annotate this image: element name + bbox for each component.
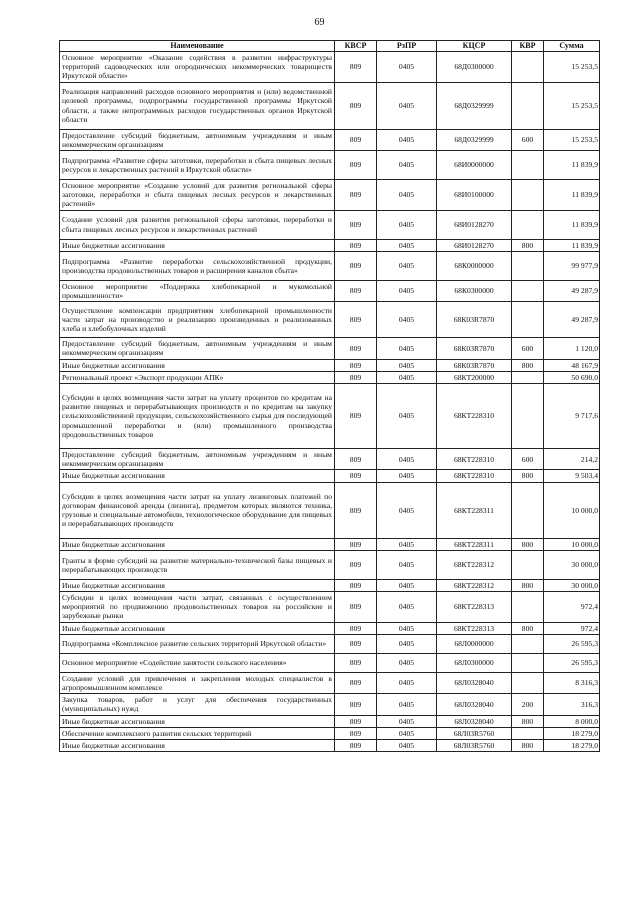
cell-kvr: 800 (512, 740, 544, 752)
cell-kvr: 600 (512, 449, 544, 470)
cell-sum: 30 000,0 (544, 579, 600, 591)
budget-table-container (59, 40, 599, 752)
cell-name: Реализация направлений расходов основного мероприятия и (или) ведомственной целевой программы, подпрограммы государственной программы Иркутской области, а также непрограммных расходов государственных органов Иркутской области (60, 82, 335, 129)
cell-kvsr: 809 (335, 180, 377, 211)
cell-name: Предоставление субсидий бюджетным, автономным учреждениям и иным некоммерческим организациям (60, 449, 335, 470)
cell-kvsr: 809 (335, 482, 377, 538)
cell-sum: 11 839,9 (544, 210, 600, 239)
cell-sum: 214,2 (544, 449, 600, 470)
cell-kcsr: 68Д0329999 (437, 129, 512, 150)
cell-sum: 15 253,5 (544, 82, 600, 129)
budget-table (59, 40, 600, 752)
cell-sum: 18 279,0 (544, 727, 600, 739)
cell-name: Подпрограмма «Комплексное развитие сельских территорий Иркутской области» (60, 634, 335, 653)
cell-sum: 18 279,0 (544, 740, 600, 752)
cell-kvsr: 809 (335, 239, 377, 251)
table-row (60, 52, 600, 83)
cell-kvr: 800 (512, 359, 544, 371)
cell-sum: 26 595,3 (544, 653, 600, 672)
cell-rzpr: 0405 (377, 280, 437, 301)
table-row (60, 239, 600, 251)
cell-kvsr: 809 (335, 622, 377, 634)
table-row (60, 579, 600, 591)
cell-sum: 30 000,0 (544, 550, 600, 579)
cell-sum: 316,3 (544, 694, 600, 715)
cell-kcsr: 68КТ228311 (437, 538, 512, 550)
cell-kvr: 600 (512, 129, 544, 150)
cell-name: Иные бюджетные ассигнования (60, 538, 335, 550)
cell-kvr (512, 592, 544, 623)
cell-kcsr: 68К03R7870 (437, 338, 512, 359)
cell-kcsr: 68К03R7870 (437, 302, 512, 338)
cell-rzpr: 0405 (377, 82, 437, 129)
cell-kvr: 800 (512, 579, 544, 591)
cell-kvsr: 809 (335, 579, 377, 591)
cell-kvr (512, 550, 544, 579)
table-row (60, 727, 600, 739)
table-row (60, 129, 600, 150)
cell-rzpr: 0405 (377, 550, 437, 579)
cell-kcsr: 68Л0300000 (437, 653, 512, 672)
header-sum: Сумма (544, 41, 600, 52)
cell-kvr: 800 (512, 239, 544, 251)
cell-kcsr: 68К0300000 (437, 280, 512, 301)
cell-kvr: 800 (512, 538, 544, 550)
cell-name: Создание условий для привлечения и закрепления молодых специалистов в агропромышленном комплексе (60, 672, 335, 693)
table-row (60, 280, 600, 301)
cell-name: Предоставление субсидий бюджетным, автономным учреждениям и иным некоммерческим организациям (60, 129, 335, 150)
page-number: 69 (314, 17, 325, 28)
cell-kvr: 200 (512, 694, 544, 715)
table-row (60, 538, 600, 550)
cell-kvr (512, 151, 544, 180)
cell-rzpr: 0405 (377, 470, 437, 482)
cell-kcsr: 68КТ228312 (437, 579, 512, 591)
cell-kvsr: 809 (335, 338, 377, 359)
cell-sum: 49 287,9 (544, 302, 600, 338)
cell-kcsr: 68Д0329999 (437, 82, 512, 129)
cell-sum: 11 839,9 (544, 151, 600, 180)
table-row (60, 302, 600, 338)
cell-rzpr: 0405 (377, 727, 437, 739)
cell-name: Субсидии в целях возмещения части затрат, связанных с осуществлением мероприятий по продвижению продовольственных товаров на российские и зарубежные рынки (60, 592, 335, 623)
cell-kcsr: 68КТ228312 (437, 550, 512, 579)
cell-kvsr: 809 (335, 302, 377, 338)
cell-kcsr: 68КТ200000 (437, 371, 512, 383)
cell-name: Субсидии в целях возмещения части затрат на уплату процентов по кредитам на развитие пищевых и перерабатывающих производств и по кредитам на закупку сельскохозяйственной продукции, сельскохозяйственного сырья для последующей промышленной переработки и (или) промышленного производства продовольственных товаров (60, 384, 335, 449)
cell-rzpr: 0405 (377, 715, 437, 727)
cell-kcsr: 68Д0300000 (437, 52, 512, 83)
cell-sum: 99 977,9 (544, 251, 600, 280)
cell-kvr (512, 251, 544, 280)
cell-kvr: 600 (512, 338, 544, 359)
cell-kvsr: 809 (335, 634, 377, 653)
cell-kvsr: 809 (335, 129, 377, 150)
cell-sum: 9 503,4 (544, 470, 600, 482)
cell-kvsr: 809 (335, 727, 377, 739)
cell-sum: 49 287,9 (544, 280, 600, 301)
cell-name: Иные бюджетные ассигнования (60, 239, 335, 251)
header-kvsr: КВСР (335, 41, 377, 52)
cell-kvsr: 809 (335, 715, 377, 727)
cell-rzpr: 0405 (377, 622, 437, 634)
cell-kcsr: 68Л0328040 (437, 672, 512, 693)
table-row (60, 151, 600, 180)
cell-kvr: 800 (512, 622, 544, 634)
table-row (60, 740, 600, 752)
cell-sum: 15 253,5 (544, 52, 600, 83)
cell-name: Осуществление компенсации предприятиям хлебопекарной промышленности части затрат на производство и реализацию произведенных и реализованных хлеба и хлебобулочных изделий (60, 302, 335, 338)
cell-name: Иные бюджетные ассигнования (60, 579, 335, 591)
cell-rzpr: 0405 (377, 653, 437, 672)
cell-rzpr: 0405 (377, 482, 437, 538)
cell-kcsr: 68К0000000 (437, 251, 512, 280)
cell-name: Региональный проект «Экспорт продукции АПК» (60, 371, 335, 383)
cell-rzpr: 0405 (377, 740, 437, 752)
cell-kvsr: 809 (335, 371, 377, 383)
cell-kvsr: 809 (335, 280, 377, 301)
cell-rzpr: 0405 (377, 592, 437, 623)
cell-name: Подпрограмма «Развитие переработки сельскохозяйственной продукции, производства продовольственных товаров и расширения каналов сбыта» (60, 251, 335, 280)
cell-kcsr: 68Л0000000 (437, 634, 512, 653)
cell-kvr (512, 727, 544, 739)
cell-kvr (512, 210, 544, 239)
cell-sum: 15 253,5 (544, 129, 600, 150)
cell-kvsr: 809 (335, 151, 377, 180)
cell-rzpr: 0405 (377, 634, 437, 653)
cell-kvr (512, 634, 544, 653)
table-row (60, 550, 600, 579)
cell-kcsr: 68КТ228313 (437, 622, 512, 634)
cell-rzpr: 0405 (377, 52, 437, 83)
cell-sum: 50 690,0 (544, 371, 600, 383)
cell-name: Иные бюджетные ассигнования (60, 715, 335, 727)
cell-kcsr: 68КТ228310 (437, 384, 512, 449)
cell-name: Иные бюджетные ассигнования (60, 470, 335, 482)
cell-rzpr: 0405 (377, 210, 437, 239)
table-row (60, 653, 600, 672)
cell-kcsr: 68Л0328040 (437, 694, 512, 715)
cell-kvsr: 809 (335, 653, 377, 672)
cell-kvr (512, 653, 544, 672)
cell-kvr (512, 180, 544, 211)
table-row (60, 251, 600, 280)
cell-rzpr: 0405 (377, 579, 437, 591)
cell-name: Иные бюджетные ассигнования (60, 740, 335, 752)
cell-name: Создание условий для развития региональной сферы заготовки, переработки и сбыта пищевых лесных ресурсов и лекарственных растений (60, 210, 335, 239)
table-row (60, 634, 600, 653)
cell-name: Подпрограмма «Развитие сферы заготовки, переработки и сбыта пищевых лесных ресурсов и лекарственных растений в Иркутской области» (60, 151, 335, 180)
cell-name: Закупка товаров, работ и услуг для обеспечения государственных (муниципальных) нужд (60, 694, 335, 715)
cell-rzpr: 0405 (377, 449, 437, 470)
cell-name: Обеспечение комплексного развития сельских территорий (60, 727, 335, 739)
cell-rzpr: 0405 (377, 538, 437, 550)
table-body (60, 52, 600, 752)
cell-kvsr: 809 (335, 52, 377, 83)
cell-kvr (512, 82, 544, 129)
cell-kcsr: 68И0128270 (437, 210, 512, 239)
cell-sum: 972,4 (544, 592, 600, 623)
cell-kvsr: 809 (335, 359, 377, 371)
cell-sum: 10 000,0 (544, 538, 600, 550)
cell-name: Субсидии в целях возмещения части затрат на уплату лизинговых платежей по договорам финансовой аренды (лизинга), предметом которых являются техника, грузовые и специальные автомобили, технологическое оборудование для пищевых и перерабатывающих производств (60, 482, 335, 538)
header-kcsr: КЦСР (437, 41, 512, 52)
table-row (60, 449, 600, 470)
cell-name: Иные бюджетные ассигнования (60, 622, 335, 634)
cell-kcsr: 68КТ228310 (437, 470, 512, 482)
table-row (60, 622, 600, 634)
cell-sum: 48 167,9 (544, 359, 600, 371)
table-row (60, 371, 600, 383)
cell-kcsr: 68Л03R5760 (437, 740, 512, 752)
cell-kvsr: 809 (335, 538, 377, 550)
cell-rzpr: 0405 (377, 151, 437, 180)
cell-sum: 1 120,0 (544, 338, 600, 359)
cell-kvr (512, 384, 544, 449)
table-row (60, 694, 600, 715)
cell-sum: 26 595,3 (544, 634, 600, 653)
cell-kcsr: 68К03R7870 (437, 359, 512, 371)
cell-kvsr: 809 (335, 210, 377, 239)
table-row (60, 180, 600, 211)
cell-kvsr: 809 (335, 740, 377, 752)
cell-kvsr: 809 (335, 470, 377, 482)
header-kvr: КВР (512, 41, 544, 52)
table-row (60, 470, 600, 482)
table-row (60, 210, 600, 239)
table-row (60, 482, 600, 538)
cell-kcsr: 68Л03R5760 (437, 727, 512, 739)
cell-kcsr: 68И0128270 (437, 239, 512, 251)
cell-rzpr: 0405 (377, 384, 437, 449)
cell-sum: 10 000,0 (544, 482, 600, 538)
cell-kvr (512, 482, 544, 538)
cell-name: Основное мероприятие «Создание условий для развития региональной сферы заготовки, переработки и сбыта пищевых лесных ресурсов и лекарственных растений» (60, 180, 335, 211)
cell-sum: 8 316,3 (544, 672, 600, 693)
cell-name: Основное мероприятие «Оказание содействия в развитии инфраструктуры территорий садоводческих или огороднических некоммерческих товариществ Иркутской области» (60, 52, 335, 83)
cell-kcsr: 68Л0328040 (437, 715, 512, 727)
cell-sum: 9 717,6 (544, 384, 600, 449)
table-header-row (60, 41, 600, 52)
table-row (60, 359, 600, 371)
cell-kcsr: 68КТ228310 (437, 449, 512, 470)
cell-name: Иные бюджетные ассигнования (60, 359, 335, 371)
cell-kvr (512, 280, 544, 301)
header-name: Наименование (60, 41, 335, 52)
cell-kvsr: 809 (335, 384, 377, 449)
cell-kvsr: 809 (335, 672, 377, 693)
cell-sum: 972,4 (544, 622, 600, 634)
cell-rzpr: 0405 (377, 129, 437, 150)
cell-kcsr: 68И0000000 (437, 151, 512, 180)
cell-kvr: 800 (512, 715, 544, 727)
cell-sum: 8 000,0 (544, 715, 600, 727)
cell-kvsr: 809 (335, 449, 377, 470)
cell-kvr (512, 672, 544, 693)
cell-sum: 11 839,9 (544, 180, 600, 211)
cell-kvr (512, 302, 544, 338)
cell-rzpr: 0405 (377, 180, 437, 211)
table-row (60, 384, 600, 449)
header-rzpr: РзПР (377, 41, 437, 52)
cell-kvsr: 809 (335, 251, 377, 280)
table-row (60, 672, 600, 693)
cell-name: Основное мероприятие «Содействие занятости сельского населения» (60, 653, 335, 672)
cell-kvsr: 809 (335, 694, 377, 715)
cell-name: Предоставление субсидий бюджетным, автономным учреждениям и иным некоммерческим организациям (60, 338, 335, 359)
table-row (60, 592, 600, 623)
cell-rzpr: 0405 (377, 302, 437, 338)
cell-kvsr: 809 (335, 82, 377, 129)
cell-rzpr: 0405 (377, 672, 437, 693)
cell-rzpr: 0405 (377, 371, 437, 383)
cell-kcsr: 68И0100000 (437, 180, 512, 211)
cell-kcsr: 68КТ228313 (437, 592, 512, 623)
table-row (60, 715, 600, 727)
cell-kcsr: 68КТ228311 (437, 482, 512, 538)
table-row (60, 338, 600, 359)
cell-kvr (512, 371, 544, 383)
table-row (60, 82, 600, 129)
cell-sum: 11 839,9 (544, 239, 600, 251)
cell-name: Гранты в форме субсидий на развитие материально-технической базы пищевых и перерабатывающих производств (60, 550, 335, 579)
cell-rzpr: 0405 (377, 251, 437, 280)
cell-kvr (512, 52, 544, 83)
cell-rzpr: 0405 (377, 338, 437, 359)
cell-rzpr: 0405 (377, 239, 437, 251)
cell-kvr: 800 (512, 470, 544, 482)
cell-name: Основное мероприятие «Поддержка хлебопекарной и мукомольной промышленности» (60, 280, 335, 301)
cell-rzpr: 0405 (377, 694, 437, 715)
cell-rzpr: 0405 (377, 359, 437, 371)
cell-kvsr: 809 (335, 550, 377, 579)
cell-kvsr: 809 (335, 592, 377, 623)
